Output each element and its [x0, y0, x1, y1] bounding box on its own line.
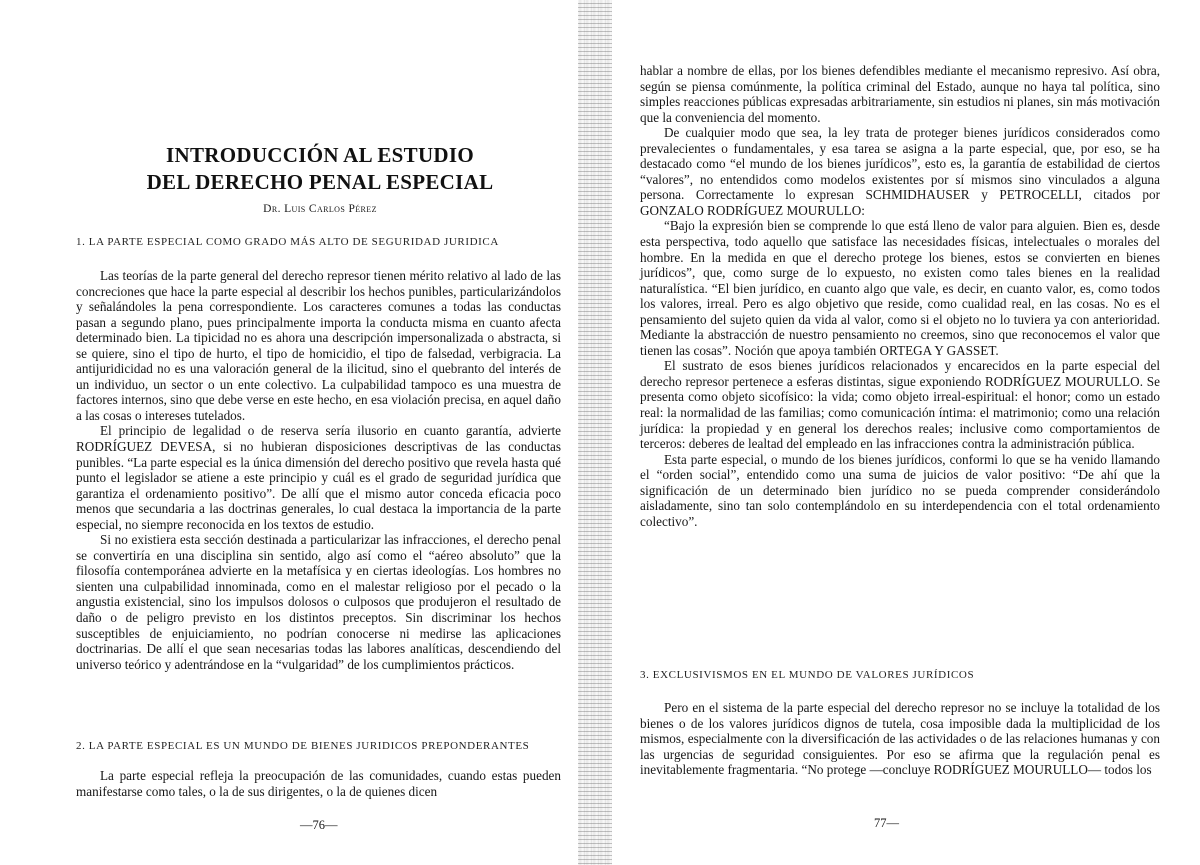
book-gutter: [578, 0, 612, 865]
page-number-right: 77—: [874, 816, 899, 830]
right-page: [612, 0, 1200, 865]
section-1-paragraph: El principio de legalidad o de reserva sería ilusorio en cuanto garantía, advierte RODRÍGUEZ DEVESA, si no hubieran disposiciones descriptivas de las conductas punibles. “La parte especial es la única dimensión del derecho positivo que revela hasta qué punto el legislador se atiene a este principio y cuál es el grado de seguridad jurídica que garantiza el ordenamiento positivo”. De allí que el mismo autor conceda eficacia poco menos que secundaria a las doctrinas generales, lo cual destaca la importancia de la parte especial, no siempre reconocida en los textos de estudio.: [76, 423, 561, 532]
title-block: [100, 142, 540, 215]
paragraph: Esta parte especial, o mundo de los bienes jurídicos, conformi lo que se ha venido llamando el “orden social”, entendido como una suma de juicios de valor positivo: “De ahí que la significación de un determinado bien jurídico no se pueda comprender considerándolo aisladamente, sino tan solo contemplándolo en su interdependencia con el total ordenamiento colectivo”.: [640, 451, 1160, 529]
quotation-paragraph: “Bajo la expresión bien se comprende lo que está lleno de valor para alguien. Bien es, desde esta perspectiva, todo aquello que satisface las necesidades físicas, intelectuales o morales del hombre. En la medida en que el derecho protege los bienes, estos se convierten en bienes jurídicos”, que, como surge de lo expuesto, no existen como tales bienes en la realidad naturalística. “El bien jurídico, en cuanto algo que vale, es decir, en cuanto valor, es, como todos los valores, irreal. Pero es algo objetivo que reside, como cualidad real, en las cosas. No es el pensamiento del sujeto quien da vida al valor, como si el objeto no lo tuviera ya con anterioridad. Mediante la abstracción de nuestro pensamiento no creemos, sino que reconocemos el valor que tienen las cosas”. Noción que apoya también ORTEGA Y GASSET.: [640, 218, 1160, 358]
section-3-heading: 3. EXCLUSIVISMOS EN EL MUNDO DE VALORES JURÍDICOS: [640, 669, 975, 681]
section-3-body: [640, 700, 1160, 778]
paragraph: De cualquier modo que sea, la ley trata de proteger bienes jurídicos considerados como prevalecientes o fundamentales, y esa tarea se asigna a la parte especial, que, por eso, se ha destacado como “el mundo de los bienes jurídicos”, esto es, la garantía de estabilidad de ciertos “valores”, no entendidos como modelos existentes por sí mismos sino vinculados a alguna persona. Correctamente lo expresan SCHMIDHAUSER y PETROCELLI, citados por GONZALO RODRÍGUEZ MOURULLO:: [640, 125, 1160, 218]
paragraph: El sustrato de esos bienes jurídicos relacionados y encarecidos en la parte especial del derecho represor pertenece a esferas distintas, sigue exponiendo RODRÍGUEZ MOURULLO. Se presenta como objeto sicofísico: la vida; como objeto irreal-espiritual: el honor; como un estado real: la normalidad de las familias; como comunicación íntima: el matrimonio; como una relación jurídica: la propiedad y en general los derechos reales; inclusive como comportamientos de terceros: deberes de lealtad del empleado en las infracciones contra la administración pública.: [640, 358, 1160, 452]
left-page: [0, 0, 578, 865]
author-byline: Dr. Luis Carlos Pérez: [263, 203, 377, 215]
continued-paragraph: hablar a nombre de ellas, por los bienes defendibles mediante el mecanismo represivo. Así obra, según se piensa comúnmente, la política criminal del Estado, aunque no haya tal política, sino simples reacciones públicas expresadas arbitrariamente, sin estudios ni planes, sin más motivación que la conveniencia del momento.: [640, 63, 1160, 125]
section-1-paragraph: Las teorías de la parte general del derecho represor tienen mérito relativo al lado de las concreciones que hace la parte especial al describir los hechos punibles, particularizándolos y señalándoles la pena correspondiente. Los caracteres comunes a todas las conductas pasan a segundo plano, pues principalmente importa la conducta misma en cuanto afecta determinado bien. La tipicidad no es ahora una descripción impersonalizada o abstracta, si se quiere, sino el tipo de hurto, el tipo de homicidio, el tipo de falsedad, verbigracia. La antijuridicidad no es una valoración general de la ilicitud, sino el quebranto del interés de un individuo, un sector o un ente colectivo. La culpabilidad tampoco es una muestra de factores internos, sino que debe verse en este hecho, en esa violación precisa, en aquel daño a las cosas o intereses tutelados.: [76, 268, 561, 423]
section-1-heading: 1. LA PARTE ESPECIAL COMO GRADO MÁS ALTO DE SEGURIDAD JURIDICA: [76, 236, 499, 248]
section-1-body: [76, 268, 561, 672]
section-2-paragraph: La parte especial refleja la preocupación de las comunidades, cuando estas pueden manifestarse como tales, o la de sus dirigentes, o la de quienes dicen: [76, 768, 561, 799]
section-3-paragraph: Pero en el sistema de la parte especial del derecho represor no se incluye la totalidad de los bienes o de los valores jurídicos dignos de tutela, cosa imposible dada la multiplicidad de los mismos, especialmente con la diversificación de las actividades o de las relaciones humanas y con las urgencias de seguridad consiguientes. Por eso se afirma que la regulación penal es inevitablemente fragmentaria. “No protege —concluye RODRÍGUEZ MOURULLO— todos los: [640, 700, 1160, 778]
right-body-upper: [640, 63, 1160, 529]
page-number-left: —76—: [300, 818, 338, 832]
chapter-title-line-1: INTRODUCCIÓN AL ESTUDIO: [166, 143, 474, 167]
chapter-title-line-2: DEL DERECHO PENAL ESPECIAL: [146, 170, 494, 194]
section-2-body: [76, 768, 561, 799]
section-2-heading: 2. LA PARTE ESPECIAL ES UN MUNDO DE BIENES JURIDICOS PREPONDERANTES: [76, 740, 530, 752]
section-1-paragraph: Si no existiera esta sección destinada a particularizar las infracciones, el derecho penal se convertiría en una disciplina sin sentido, algo así como el “aéreo absoluto” que la filosofía contemporánea advierte en la metafísica y en ciertas ideologías. Los hombres no sienten una culpabilidad innominada, como en el malestar religioso por el pecado o la angustia existencial, sino los impulsos dolosos o culposos que produjeron el resultado de daño o de peligro previsto en los distintos preceptos. Sin discriminar los hechos susceptibles de enjuiciamiento, no podrían conocerse ni medirse las aplicaciones doctrinarias. De allí el que sean necesarias todas las labores analíticas, descendiendo del universo teórico y adentrándose en la “vulgaridad” de los cumplimientos prácticos.: [76, 532, 561, 672]
